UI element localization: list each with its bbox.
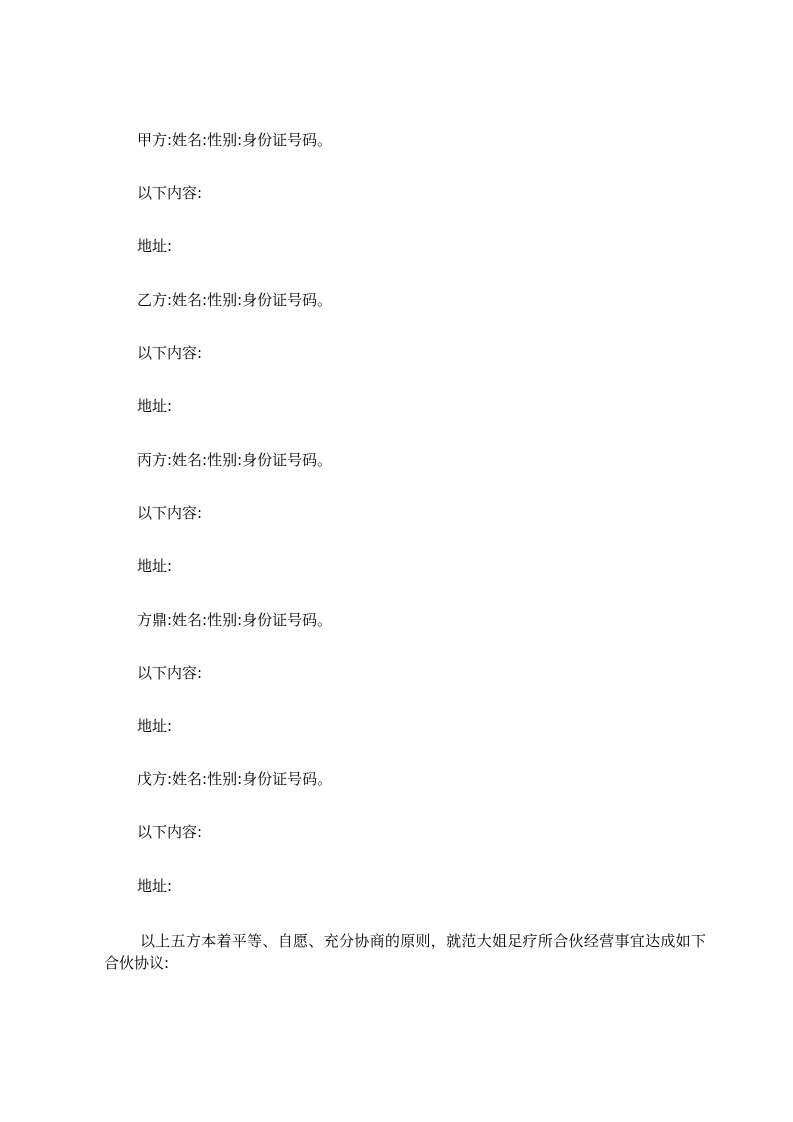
party-d-address-label: 地址: bbox=[137, 717, 173, 735]
party-a-address-label: 地址: bbox=[137, 237, 173, 255]
party-d-content-label: 以下内容: bbox=[137, 664, 203, 682]
party-b-address-label: 地址: bbox=[137, 397, 173, 415]
party-b-content-label: 以下内容: bbox=[137, 344, 203, 362]
party-c-header: 丙方:姓名:性别:身份证号码。 bbox=[137, 451, 333, 469]
party-d-header: 方鼎:姓名:性别:身份证号码。 bbox=[137, 611, 333, 629]
closing-paragraph: 以上五方本着平等、自愿、充分协商的原则，就范大姐足疗所合伙经营事宜达成如下合伙协议: bbox=[104, 932, 706, 972]
party-c-content-label: 以下内容: bbox=[137, 504, 203, 522]
party-b-header: 乙方:姓名:性别:身份证号码。 bbox=[137, 291, 333, 309]
party-e-content-label: 以下内容: bbox=[137, 823, 203, 841]
party-e-header: 戊方:姓名:性别:身份证号码。 bbox=[137, 770, 333, 788]
party-a-content-label: 以下内容: bbox=[137, 184, 203, 202]
party-a-header: 甲方:姓名:性别:身份证号码。 bbox=[137, 131, 333, 149]
party-c-address-label: 地址: bbox=[137, 557, 173, 575]
party-e-address-label: 地址: bbox=[137, 877, 173, 895]
